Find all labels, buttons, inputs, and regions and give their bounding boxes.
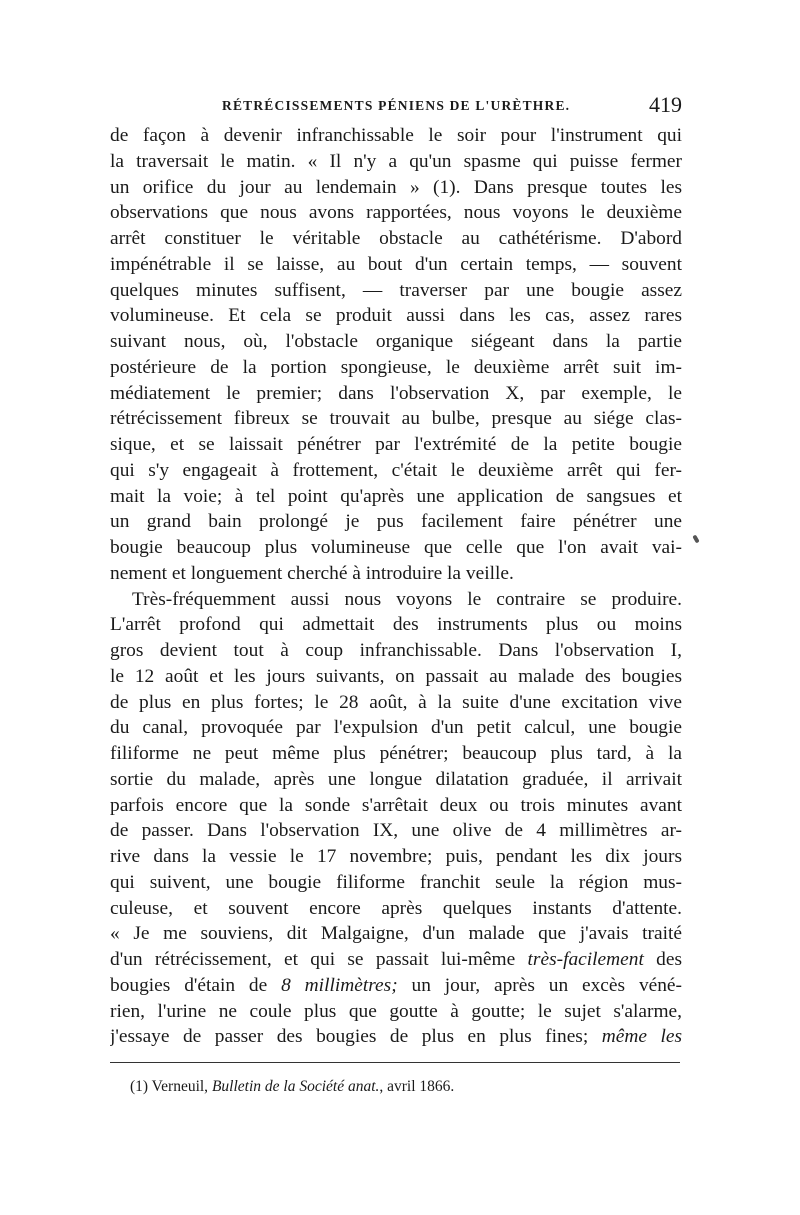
text-line: de plus en plus fortes; le 28 août, à la suite d'une excitation vive: [110, 691, 682, 713]
italic-segment: même les: [601, 1026, 682, 1048]
text-line: médiatement le premier; dans l'observation X, par exemple, le: [110, 382, 682, 404]
running-header: [110, 92, 682, 122]
text-line: « Je me souviens, dit Malgaigne, d'un malade que j'avais traité: [110, 923, 682, 945]
footnote: [110, 1077, 682, 1097]
document-page: [110, 92, 682, 1097]
text-line: impénétrable il se laisse, au bout d'un certain temps, — souvent: [110, 253, 682, 275]
footnote-marker: (1): [130, 1078, 149, 1095]
text-line: arrêt constituer le véritable obstacle au cathétérisme. D'abord: [110, 228, 682, 249]
text-segment: d'un rétrécissement, et qui se passait lui-même: [110, 949, 528, 970]
text-line: qui s'y engageait à frottement, c'était le deuxième arrêt qui fer-: [110, 459, 682, 481]
italic-segment: 8 millimètres;: [281, 974, 398, 996]
text-line: du canal, provoquée par l'expulsion d'un petit calcul, une bougie: [110, 717, 682, 739]
text-line: [110, 947, 682, 973]
text-line: rétrécissement fibreux se trouvait au bulbe, presque au siége clas-: [110, 408, 682, 430]
page-number: 419: [649, 92, 682, 117]
text-line: filiforme ne peut même plus pénétrer; beaucoup plus tard, à la: [110, 743, 682, 764]
text-line: quelques minutes suffisent, — traverser par une bougie assez: [110, 279, 682, 301]
text-line: nement et longuement cherché à introduire la veille.: [110, 562, 514, 584]
text-line: gros devient tout à coup infranchissable. Dans l'observation I,: [110, 640, 682, 661]
text-line: Très-fréquemment aussi nous voyons le contraire se produire.: [132, 588, 682, 610]
text-line: qui suivent, une bougie filiforme franchit seule la région mus-: [110, 871, 682, 893]
body-text: [110, 123, 682, 1050]
italic-segment: très-facilement: [527, 949, 644, 970]
text-line: la traversait le matin. « Il n'y a qu'un spasme qui puisse fermer: [110, 150, 682, 172]
ink-spot: [692, 535, 699, 544]
text-segment: j'essaye de passer des bougies de plus en plus fines;: [110, 1026, 602, 1048]
text-line: postérieure de la portion spongieuse, le deuxième arrêt suit im-: [110, 356, 682, 378]
text-line: un orifice du jour au lendemain » (1). Dans presque toutes les: [110, 176, 682, 198]
text-line: de passer. Dans l'observation IX, une olive de 4 millimètres ar-: [110, 820, 682, 842]
text-segment: un jour, après un excès véné-: [397, 974, 682, 996]
footnote-date: , avril 1866.: [379, 1078, 455, 1095]
text-line: mait la voie; à tel point qu'après une application de sangsues et: [110, 485, 682, 507]
text-line: le 12 août et les jours suivants, on passait au malade des bougies: [110, 665, 682, 687]
running-title: RÉTRÉCISSEMENTS PÉNIENS DE L'URÈTHRE.: [222, 98, 571, 113]
text-line: L'arrêt profond qui admettait des instruments plus ou moins: [110, 614, 682, 636]
footnote-source: Bulletin de la Société anat.: [211, 1078, 380, 1095]
text-line: [110, 973, 682, 999]
text-line: sique, et se laissait pénétrer par l'extrémité de la petite bougie: [110, 434, 682, 455]
text-line: [110, 1024, 682, 1050]
text-line: un grand bain prolongé je pus facilement faire pénétrer une: [110, 511, 682, 533]
text-line: culeuse, et souvent encore après quelques instants d'attente.: [110, 897, 682, 919]
text-line: parfois encore que la sonde s'arrêtait deux ou trois minutes avant: [110, 794, 682, 816]
text-segment: des: [643, 949, 682, 970]
text-line: observations que nous avons rapportées, nous voyons le deuxième: [110, 202, 682, 224]
text-line: de façon à devenir infranchissable le soir pour l'instrument qui: [110, 125, 682, 146]
text-line: rive dans la vessie le 17 novembre; puis, pendant les dix jours: [110, 846, 682, 867]
text-line: suivant nous, où, l'obstacle organique siégeant dans la partie: [110, 331, 682, 352]
text-line: sortie du malade, après une longue dilatation graduée, il arrivait: [110, 768, 682, 790]
footnote-divider: [110, 1062, 680, 1063]
text-segment: bougies d'étain de: [110, 974, 282, 996]
text-line: bougie beaucoup plus volumineuse que celle que l'on avait vai-: [110, 537, 682, 558]
footnote-author: Verneuil,: [148, 1078, 212, 1095]
text-line: volumineuse. Et cela se produit aussi dans les cas, assez rares: [110, 305, 682, 327]
text-line: rien, l'urine ne coule plus que goutte à goutte; le sujet s'alarme,: [110, 1000, 682, 1022]
